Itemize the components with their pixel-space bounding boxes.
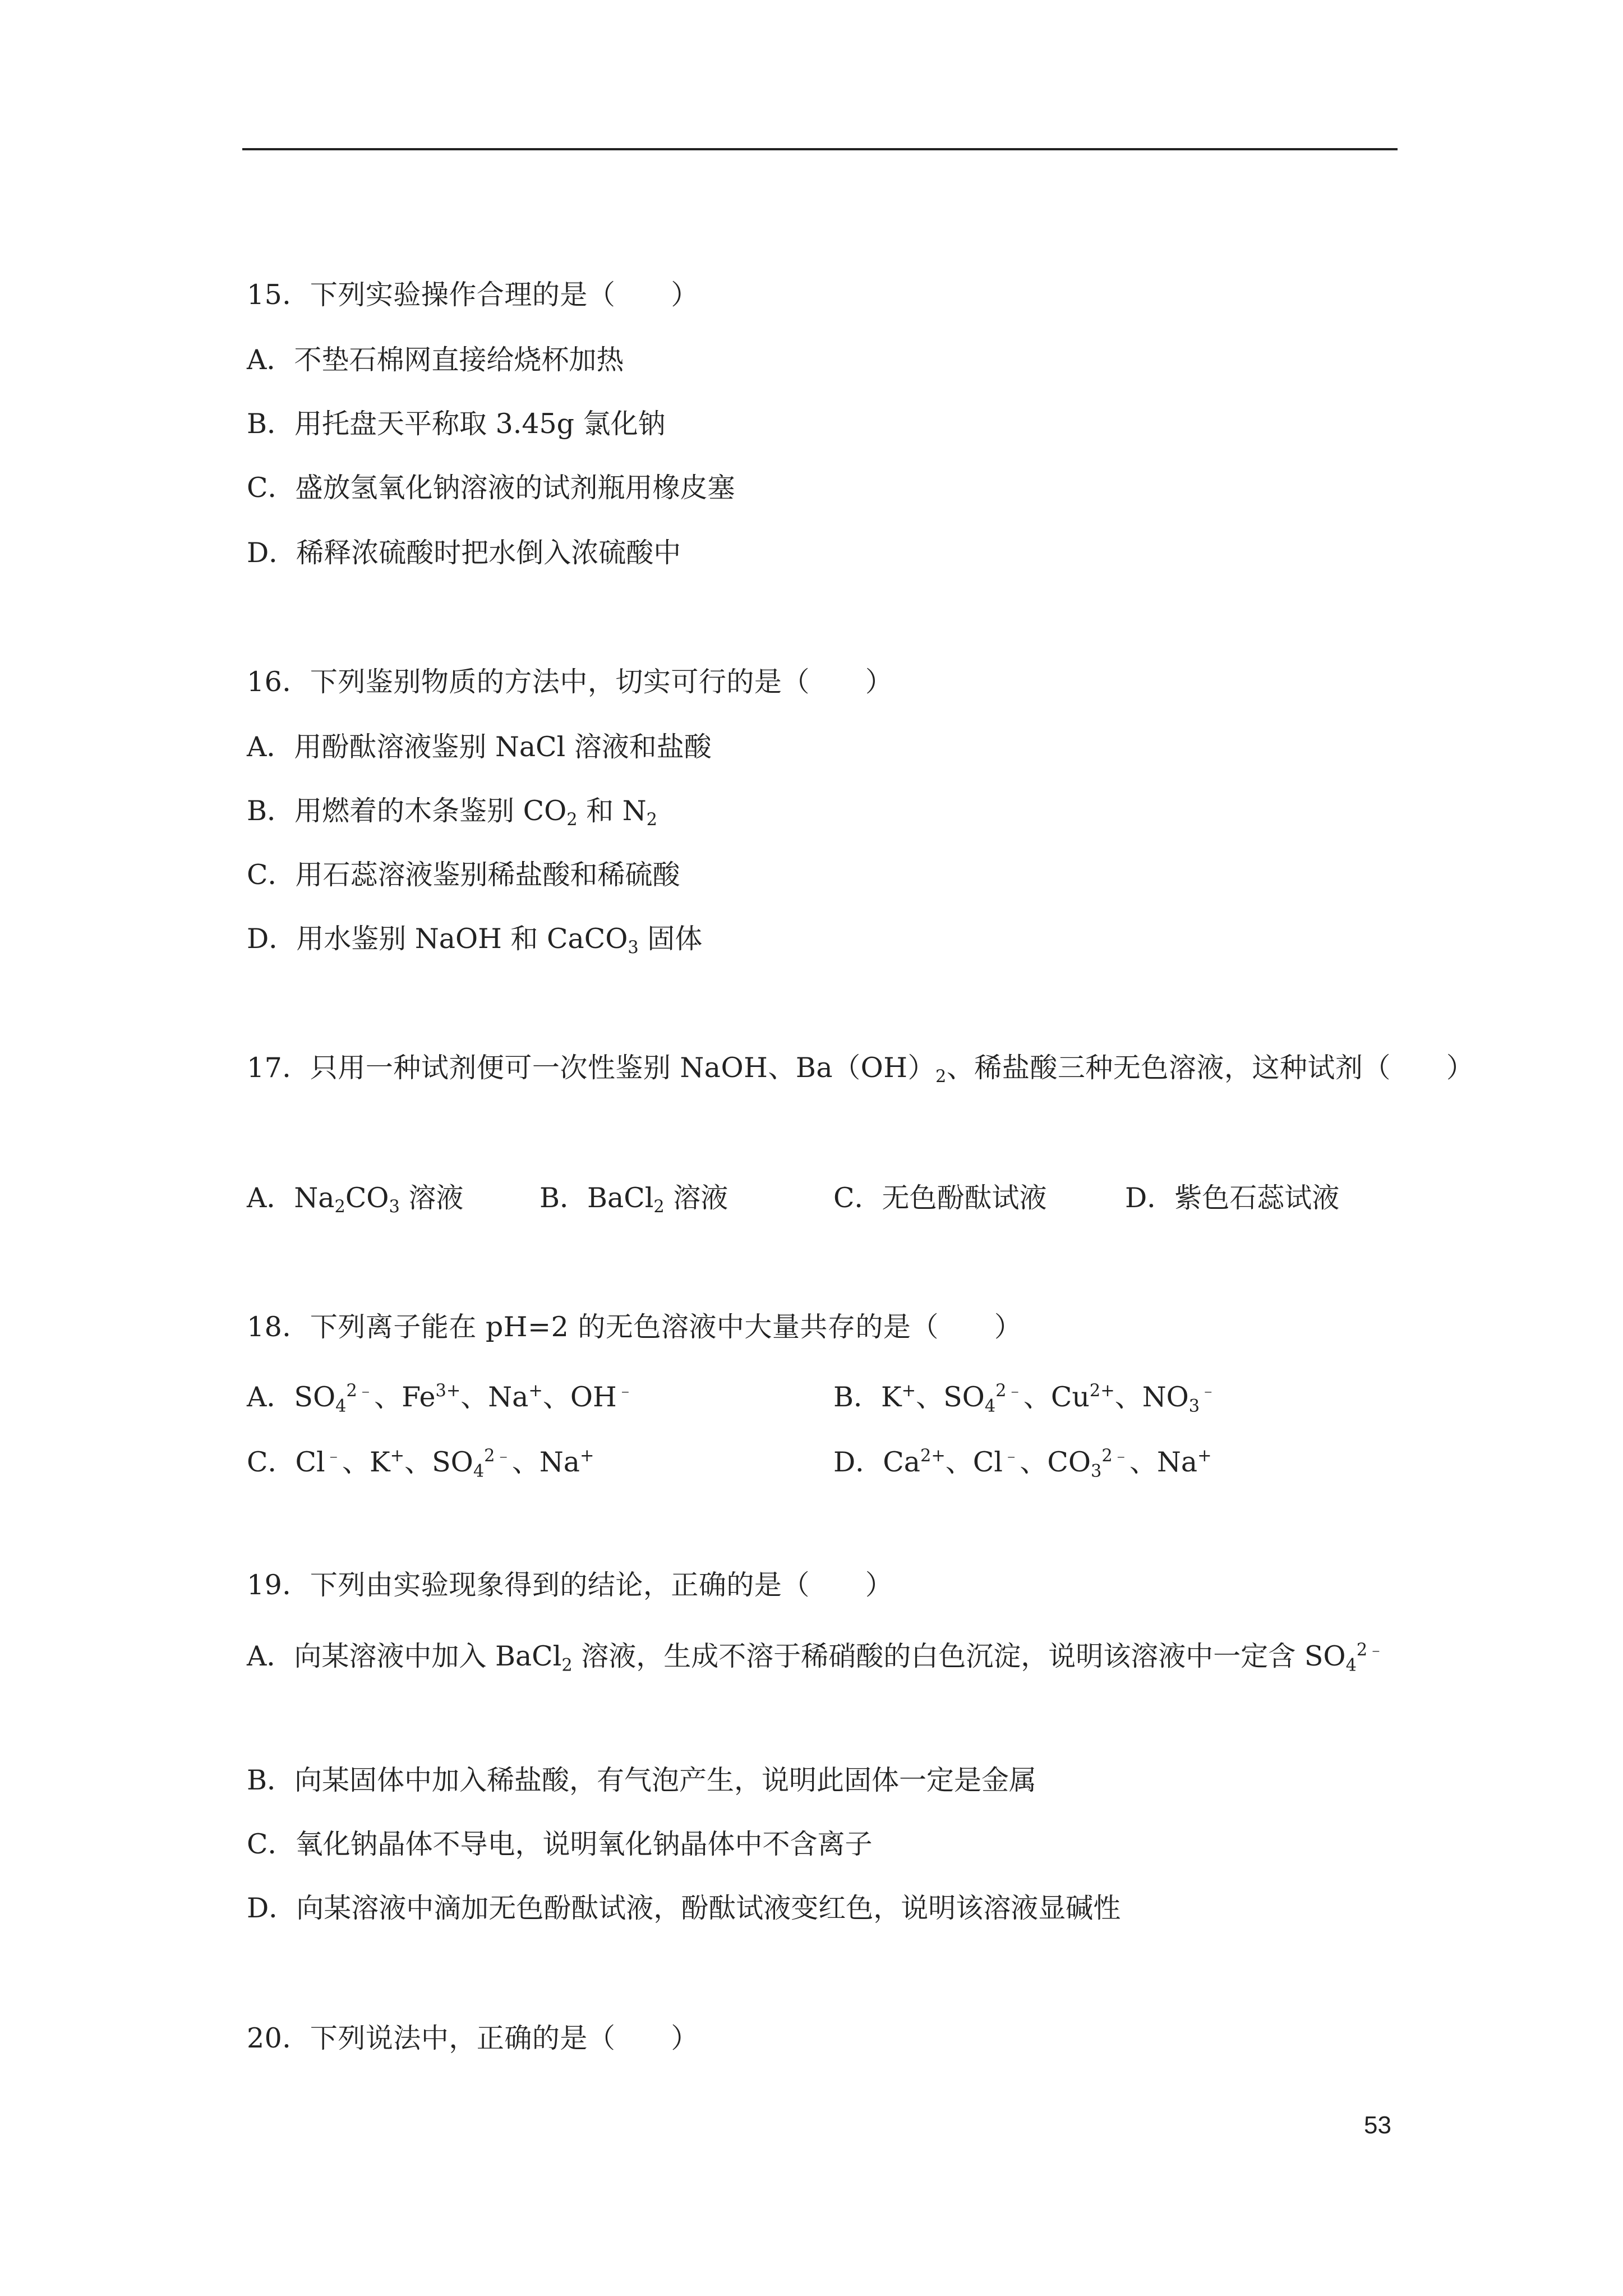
question-17-option-d: D．紫色石蕊试液 — [1125, 1182, 1340, 1214]
question-16-option-c: C．用石蕊溶液鉴别稀盐酸和稀硫酸 — [247, 859, 680, 891]
question-18-stem: 18．下列离子能在 pH=2 的无色溶液中大量共存的是（ ） — [247, 1311, 1022, 1343]
question-17-option-b: B．BaCl$_2$ 溶液 — [540, 1182, 728, 1217]
question-18-option-b: B．K+、$SO_4^{2﹣}$、$Cu^{2+}$、$NO_3^﹣$ — [833, 1381, 1217, 1416]
question-15-option-b: B．用托盘天平称取 3.45g 氯化钠 — [247, 408, 666, 440]
question-16-option-d: D．用水鉴别 NaOH 和 CaCO$_3$ 固体 — [247, 923, 703, 958]
question-16-option-a: A．用酚酞溶液鉴别 NaCl 溶液和盐酸 — [247, 731, 712, 763]
question-17-stem: 17．只用一种试剂便可一次性鉴别 NaOH、$Ba(OH)_2$、稀盐酸三种无色溶液，这种试剂（ ） — [247, 1052, 1474, 1087]
header-rule — [242, 148, 1398, 150]
question-20-stem: 20．下列说法中，正确的是（ ） — [247, 2022, 699, 2054]
question-15-stem: 15．下列实验操作合理的是（ ） — [247, 279, 699, 311]
question-15-option-d: D．稀释浓硫酸时把水倒入浓硫酸中 — [247, 537, 681, 569]
question-16-option-b: B．用燃着的木条鉴别 $CO_2$ 和 $N_2$ — [247, 795, 657, 830]
question-19-option-d: D．向某溶液中滴加无色酚酞试液，酚酞试液变红色，说明该溶液显碱性 — [247, 1892, 1121, 1924]
question-15-option-c: C．盛放氢氧化钠溶液的试剂瓶用橡皮塞 — [247, 472, 735, 504]
question-19-option-b: B．向某固体中加入稀盐酸，有气泡产生，说明此固体一定是金属 — [247, 1764, 1037, 1796]
page-number: 53 — [1364, 2111, 1391, 2139]
question-19-stem: 19．下列由实验现象得到的结论，正确的是（ ） — [247, 1569, 893, 1601]
question-18-option-c: C．Cl﹣、K+、$SO_4^{2﹣}$、Na+ — [247, 1446, 594, 1481]
question-17-option-c: C．无色酚酞试液 — [833, 1182, 1047, 1214]
question-17-option-a: A．$Na_2CO_3$ 溶液 — [247, 1182, 464, 1217]
question-19-option-c: C．氧化钠晶体不导电，说明氧化钠晶体中不含离子 — [247, 1828, 873, 1860]
question-16-stem: 16．下列鉴别物质的方法中，切实可行的是（ ） — [247, 666, 893, 698]
question-18-option-d: D．$Ca^{2+}$、Cl﹣、$CO_3^{2﹣}$、Na+ — [833, 1446, 1212, 1481]
question-18-option-a: A．$SO_4^{2﹣}$、$Fe^{3+}$、Na+、OH﹣ — [247, 1381, 634, 1416]
question-19-option-a: A．向某溶液中加入 BaCl$_2$ 溶液，生成不溶于稀硝酸的白色沉淀，说明该溶液中一定含 $SO_4^{2﹣}$ — [247, 1640, 1385, 1676]
question-15-option-a: A．不垫石棉网直接给烧杯加热 — [247, 344, 624, 376]
